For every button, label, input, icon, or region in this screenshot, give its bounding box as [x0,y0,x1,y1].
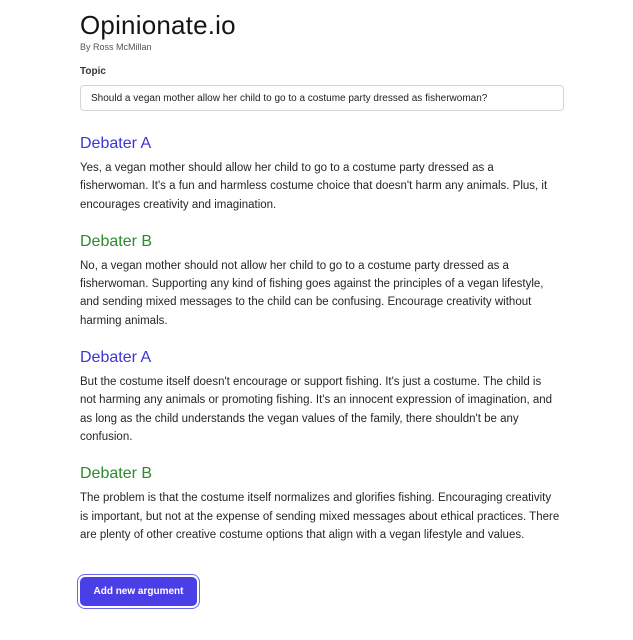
add-argument-button[interactable]: Add new argument [80,577,197,606]
debate-turn [80,232,560,330]
argument-text: But the costume itself doesn't encourage or support fishing. It's just a costume. The child is not harming any animals or promoting fishing. It's an innocent expression of imagination, and as long as the child understands the vegan values of the family, there shouldn't be any confusion. [80,376,553,443]
topic-label: Topic [80,66,106,77]
debate-transcript [80,134,560,562]
speaker-name: Debater A [80,135,152,152]
argument-text: The problem is that the costume itself normalizes and glorifies fishing. Encouraging creativity is important, but not at the expense of sending mixed messages about ethical practices. There are plenty of other creative costume options that align with a vegan lifestyle and values. [80,492,560,541]
debate-turn [80,348,560,446]
debate-turn [80,134,560,214]
speaker-name: Debater B [80,232,153,250]
speaker-name: Debater A [80,349,152,367]
topic-input[interactable] [80,85,564,111]
speaker-name: Debater B [80,465,153,483]
argument-text: No, a vegan mother should not allow her child to go to a costume party dressed as a fisherwoman. Supporting any kind of fishing goes against the principles of a vegan lifestyle, and sending mixed messages to the child can be confusing. Encourage creativity without harming animals. [80,259,544,327]
author-byline: By Ross McMillan [80,42,152,52]
app-title: Opinionate.io [80,10,236,40]
debate-turn [80,464,560,544]
argument-text: Yes, a vegan mother should allow her child to go to a costume party dressed as a fisherwoman. It's a fun and harmless costume choice that doesn't harm any animals. Plus, it encourages creativity and imagination. [80,162,548,211]
